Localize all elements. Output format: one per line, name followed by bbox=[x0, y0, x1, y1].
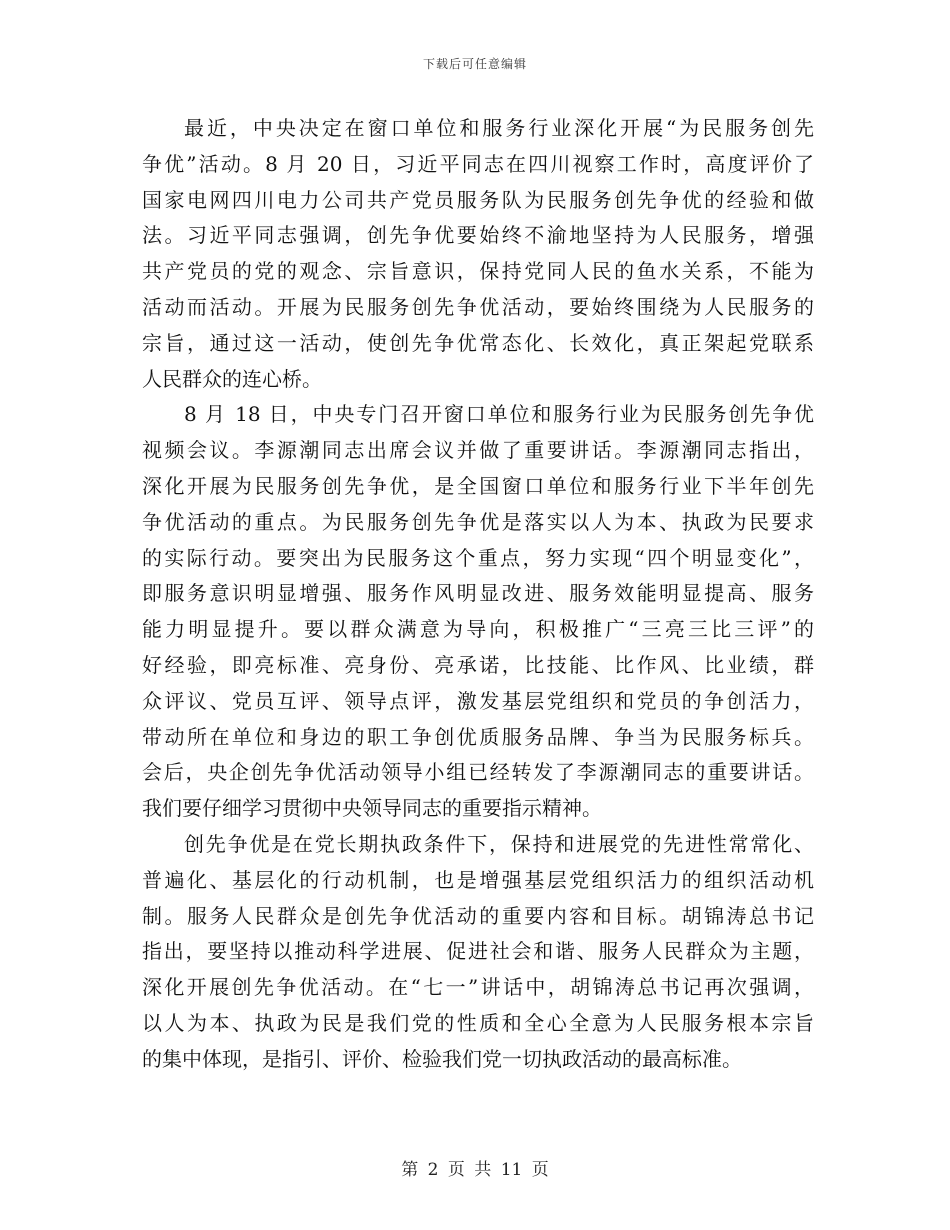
text-line: 深化开展为民服务创先争优，是全国窗口单位和服务行业下半年创先 bbox=[142, 473, 814, 498]
paragraph bbox=[142, 827, 814, 1078]
paragraph bbox=[142, 111, 814, 397]
text-line: 我们要仔细学习贯彻中央领导同志的重要指示精神。 bbox=[142, 796, 602, 821]
text-line: 普遍化、基层化的行动机制，也是增强基层党组织活力的组织活动机 bbox=[142, 867, 814, 892]
document-body bbox=[142, 111, 814, 1078]
text-line: 即服务意识明显增强、服务作风明显改进、服务效能明显提高、服务 bbox=[142, 581, 814, 606]
text-line: 深化开展创先争优活动。在“七一”讲话中，胡锦涛总书记再次强调， bbox=[142, 975, 814, 1000]
text-line: 制。服务人民群众是创先争优活动的重要内容和目标。胡锦涛总书记 bbox=[142, 903, 814, 928]
text-line: 法。习近平同志强调，创先争优要始终不渝地坚持为人民服务，增强 bbox=[142, 223, 814, 248]
text-line: 人民群众的连心桥。 bbox=[142, 366, 322, 391]
text-line: 争优”活动。8 月 20 日，习近平同志在四川视察工作时，高度评价了 bbox=[142, 151, 814, 176]
text-line: 的集中体现，是指引、评价、检验我们党一切执政活动的最高标准。 bbox=[142, 1046, 742, 1071]
page-header: 下载后可任意编辑 bbox=[422, 57, 527, 71]
text-line: 带动所在单位和身边的职工争创优质服务品牌、争当为民服务标兵。 bbox=[142, 724, 814, 749]
text-line: 宗旨，通过这一活动，使创先争优常态化、长效化，真正架起党联系 bbox=[142, 330, 814, 355]
text-line: 能力明显提升。要以群众满意为导向，积极推广“三亮三比三评”的 bbox=[142, 617, 814, 642]
text-line: 视频会议。李源潮同志出席会议并做了重要讲话。李源潮同志指出， bbox=[142, 438, 814, 463]
text-line: 国家电网四川电力公司共产党员服务队为民服务创先争优的经验和做 bbox=[142, 187, 814, 212]
page-number: 第 2 页 共 11 页 bbox=[401, 1160, 549, 1180]
text-line: 会后，央企创先争优活动领导小组已经转发了李源潮同志的重要讲话。 bbox=[142, 760, 814, 785]
text-line: 创先争优是在党长期执政条件下，保持和进展党的先进性常常化、 bbox=[184, 831, 814, 856]
text-line: 众评议、党员互评、领导点评，激发基层党组织和党员的争创活力， bbox=[142, 688, 814, 713]
text-line: 以人为本、执政为民是我们党的性质和全心全意为人民服务根本宗旨 bbox=[142, 1010, 814, 1035]
text-line: 8 月 18 日，中央专门召开窗口单位和服务行业为民服务创先争优 bbox=[184, 402, 814, 427]
text-line: 共产党员的党的观念、宗旨意识，保持党同人民的鱼水关系，不能为 bbox=[142, 259, 814, 284]
text-line: 的实际行动。要突出为民服务这个重点，努力实现“四个明显变化”， bbox=[142, 545, 814, 570]
text-line: 最近，中央决定在窗口单位和服务行业深化开展“为民服务创先 bbox=[184, 116, 814, 140]
paragraph bbox=[142, 397, 814, 827]
text-line: 争优活动的重点。为民服务创先争优是落实以人为本、执政为民要求 bbox=[142, 509, 814, 534]
text-line: 指出，要坚持以推动科学进展、促进社会和谐、服务人民群众为主题， bbox=[142, 939, 814, 964]
text-line: 好经验，即亮标准、亮身份、亮承诺，比技能、比作风、比业绩，群 bbox=[142, 652, 814, 677]
text-line: 活动而活动。开展为民服务创先争优活动，要始终围绕为人民服务的 bbox=[142, 294, 814, 319]
